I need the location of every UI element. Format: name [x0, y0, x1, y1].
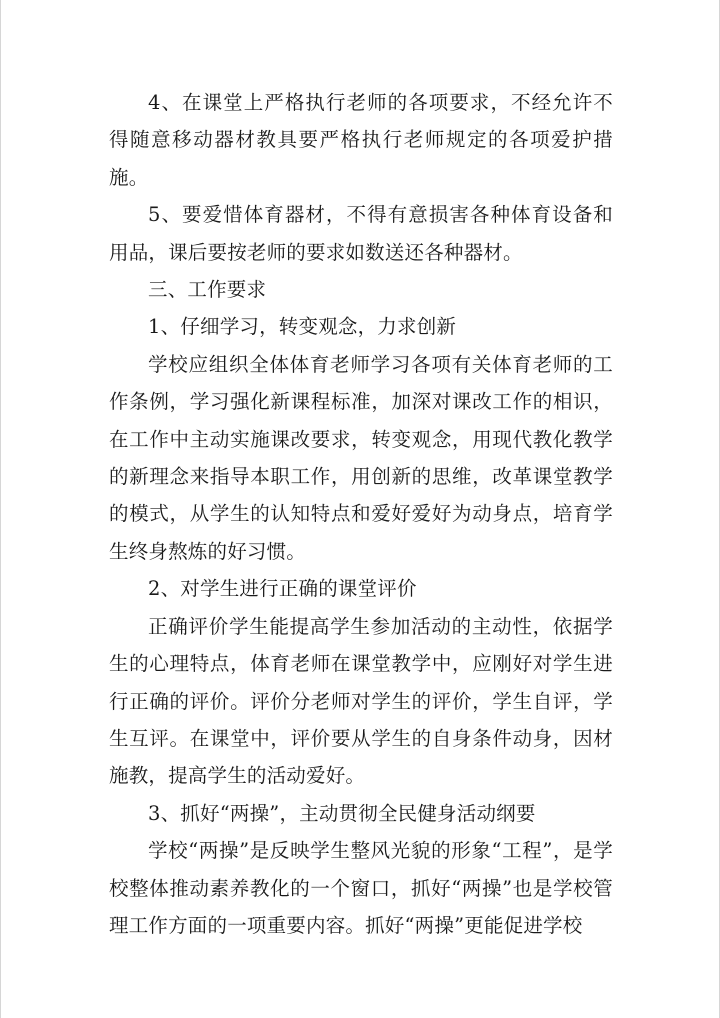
- subheading-2: 2、对学生进行正确的课堂评价: [148, 577, 417, 601]
- section-heading: 三、工作要求: [148, 278, 267, 302]
- paragraph-rule-4: 4、在课堂上严格执行老师的各项要求，不经允许不得随意移动器材教具要严格执行老师规定的各项爱护措施。: [109, 91, 613, 189]
- paragraph-rule-5: 5、要爱惜体育器材，不得有意损害各种体育设备和用品，课后要按老师的要求如数送还各种器材。: [109, 203, 613, 264]
- subheading-3: 3、抓好“两操”，主动贯彻全民健身活动纲要: [148, 801, 536, 825]
- subheading-1: 1、仔细学习，转变观念，力求创新: [148, 315, 457, 339]
- paragraph-body-2: 正确评价学生能提高学生参加活动的主动性，依据学生的心理特点，体育老师在课堂教学中，应刚好对学生进行正确的评价。评价分老师对学生的评价，学生自评，学生互评。在课堂中，评价要从学生的自身条件动身，因材施教，提高学生的活动爱好。: [109, 614, 613, 788]
- document-body: [109, 84, 613, 944]
- paragraph-body-1: 学校应组织全体体育老师学习各项有关体育老师的工作条例，学习强化新课程标准，加深对课改工作的相识，在工作中主动实施课改要求，转变观念，用现代教化教学的新理念来指导本职工作，用创新的思维，改革课堂教学的模式，从学生的认知特点和爱好爱好为动身点，培育学生终身熬炼的好习惯。: [109, 352, 613, 563]
- paragraph-body-3: 学校“两操”是反映学生整风光貌的形象“工程”，是学校整体推动素养教化的一个窗口，抓好“两操”也是学校管理工作方面的一项重要内容。抓好“两操”更能促进学校: [109, 839, 613, 937]
